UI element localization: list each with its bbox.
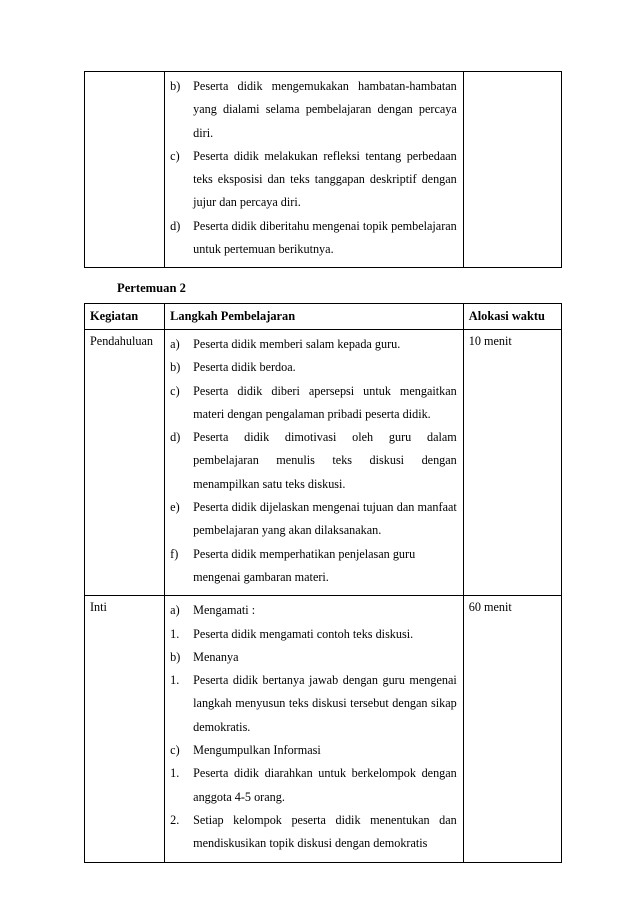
list-item: 2. Setiap kelompok peserta didik menentukan dan mendiskusikan topik diskusi dengan demokratis	[170, 812, 457, 851]
list-item: b) Peserta didik berdoa.	[170, 360, 296, 375]
langkah-cell	[165, 596, 464, 862]
list-item: 1. Peserta didik bertanya jawab dengan guru mengenai langkah menyusun teks diskusi tersebut dengan sikap demokratis.	[170, 673, 457, 734]
list-item: c) Peserta didik melakukan refleksi tentang perbedaan teks eksposisi dan teks tanggapan deskriptif dengan jujur dan percaya diri.	[170, 148, 457, 210]
step-list	[165, 330, 463, 595]
langkah-cell	[165, 330, 464, 596]
step-list	[165, 72, 463, 267]
list-item: e) Peserta didik dijelaskan mengenai tujuan dan manfaat pembelajaran yang akan dilaksanakan.	[170, 500, 457, 538]
header-alokasi: Alokasi waktu	[463, 304, 561, 330]
header-row	[85, 304, 562, 330]
section-heading: Pertemuan 2	[117, 281, 186, 295]
table-row	[85, 330, 562, 596]
list-item: b) Peserta didik mengemukakan hambatan-hambatan yang dialami selama pembelajaran dengan percaya diri.	[170, 79, 457, 140]
list-item: d) Peserta didik dimotivasi oleh guru dalam pembelajaran menulis teks diskusi dengan menampilkan satu teks diskusi.	[170, 430, 457, 491]
list-item: f) Peserta didik memperhatikan penjelasan guru mengenai gambaran materi.	[170, 546, 416, 584]
list-item: 1. Peserta didik diarahkan untuk berkelompok dengan anggota 4-5 orang.	[170, 766, 457, 804]
list-item: a) Peserta didik memberi salam kepada guru.	[170, 337, 401, 351]
kegiatan-cell	[85, 72, 165, 268]
list-item: a) Mengamati :	[170, 603, 256, 618]
alokasi-cell	[463, 72, 561, 268]
kegiatan-cell: Pendahuluan	[85, 330, 165, 596]
list-item: 1. Peserta didik mengamati contoh teks diskusi.	[170, 626, 414, 641]
langkah-cell	[165, 72, 464, 268]
list-item: b) Menanya	[170, 649, 239, 664]
step-list	[165, 596, 463, 861]
lesson-plan-table	[84, 303, 562, 863]
table-row	[85, 72, 562, 268]
continuation-table	[84, 71, 562, 268]
table-row	[85, 596, 562, 862]
list-item: c) Mengumpulkan Informasi	[170, 743, 321, 758]
alokasi-cell: 60 menit	[463, 596, 561, 862]
list-item: c) Peserta didik diberi apersepsi untuk mengaitkan materi dengan pengalaman pribadi peserta didik.	[170, 383, 457, 421]
header-kegiatan: Kegiatan	[85, 304, 165, 330]
list-item: d) Peserta didik diberitahu mengenai topik pembelajaran untuk pertemuan berikutnya.	[170, 218, 457, 257]
kegiatan-cell: Inti	[85, 596, 165, 862]
alokasi-cell: 10 menit	[463, 330, 561, 596]
header-langkah: Langkah Pembelajaran	[165, 304, 464, 330]
